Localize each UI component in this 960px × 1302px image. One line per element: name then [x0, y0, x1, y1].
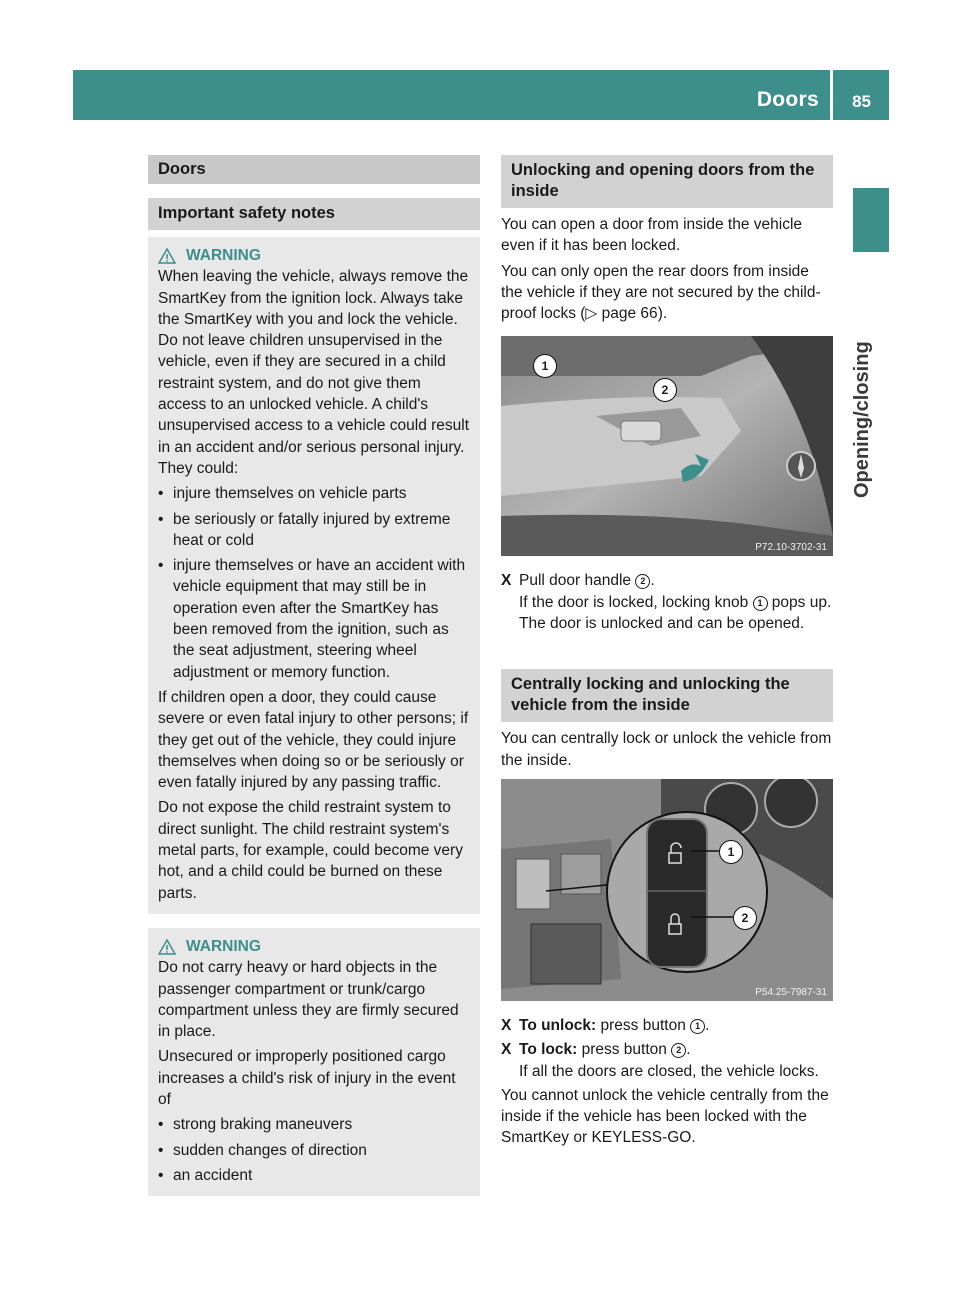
list-item: • injure themselves on vehicle parts	[158, 483, 472, 504]
warning-paragraph: If children open a door, they could cause severe or even fatal injury to other persons; if they get out of the vehicle, they could injure themselves when doing so or be seriously or even fatally injured by any passing traffic.	[158, 688, 469, 792]
paragraph: You can only open the rear doors from inside the vehicle if they are not secured by the child-proof locks (▷ page 66).	[501, 262, 821, 323]
side-tab	[853, 188, 889, 252]
callout-number: 2	[635, 574, 650, 589]
warning-intro: When leaving the vehicle, always remove the SmartKey from the ignition lock. Always take the SmartKey with you and lock the vehicle. Do not leave children unsupervised in the vehicle, even if they are secured in a child restraint system, and do not give them access to an unlocked vehicle. A child's unsupervised access to a vehicle could result in an accident and/or serious personal injury. They could:	[158, 268, 470, 477]
callout-1-label: 1	[719, 840, 743, 864]
side-label-text: Opening/closing	[851, 341, 873, 498]
bullet-icon: •	[158, 1166, 164, 1184]
door-handle-photo	[501, 336, 833, 556]
paragraph: You cannot unlock the vehicle centrally from the inside if the vehicle has been locked with the SmartKey or KEYLESS-GO.	[501, 1086, 829, 1147]
bullet-icon: •	[158, 1116, 164, 1134]
locking-buttons-photo	[501, 779, 833, 1001]
warning-triangle-icon	[158, 939, 176, 955]
warning-header	[158, 936, 472, 957]
warning-header	[158, 245, 472, 266]
bullet-icon: •	[158, 510, 164, 528]
page-header	[73, 70, 889, 120]
page-number: 85	[852, 92, 871, 111]
instruction-step: X Pull door handle 2 . If the door is locked, locking knob 1 pops up. The door is unlocked and can be opened.	[501, 572, 832, 633]
heading-central-locking: Centrally locking and unlocking the vehicle from the inside	[501, 669, 833, 722]
paragraph: You can centrally lock or unlock the vehicle from the inside.	[501, 730, 832, 769]
warning-title: WARNING	[186, 937, 261, 955]
callout-2-label: 2	[733, 906, 757, 930]
warning-box-2	[148, 928, 480, 1196]
step-marker-icon: X	[501, 1016, 512, 1034]
lock-note: If all the doors are closed, the vehicle locks.	[519, 1062, 819, 1080]
left-column	[148, 155, 480, 1196]
header-divider	[830, 70, 833, 120]
list-item: • sudden changes of direction	[158, 1140, 472, 1161]
warning-paragraph: Do not expose the child restraint system to direct sunlight. The child restraint system's metal parts, for example, could become very hot, and a child could be burned on these parts.	[158, 799, 463, 902]
list-item: • an accident	[158, 1165, 472, 1186]
bullet-icon: •	[158, 557, 164, 575]
callout-number: 1	[753, 596, 768, 611]
step-marker-icon: X	[501, 572, 512, 590]
warning-paragraph: Unsecured or improperly positioned cargo increases a child's risk of injury in the event of	[158, 1048, 456, 1108]
image-code: P72.10-3702-31	[755, 542, 827, 554]
list-item: • be seriously or fatally injured by extreme heat or cold	[158, 510, 451, 549]
heading-safety-notes: Important safety notes	[148, 198, 480, 230]
lock-buttons-illustration	[501, 779, 833, 1001]
paragraph: You can open a door from inside the vehicle even if it has been locked.	[501, 216, 803, 255]
instruction-step-lock: X To lock: press button 2 . If all the doors are closed, the vehicle locks.	[501, 1039, 833, 1082]
callout-1-label: 1	[533, 354, 557, 378]
section-title: Doors	[756, 88, 819, 111]
bullet-icon: •	[158, 1141, 164, 1159]
callout-number: 1	[690, 1019, 705, 1034]
callout-number: 2	[671, 1043, 686, 1058]
page-reference-link[interactable]: ▷ page 66	[585, 305, 658, 323]
warning-box-1	[148, 237, 480, 914]
image-code: P54.25-7987-31	[755, 986, 827, 998]
callout-2-label: 2	[653, 378, 677, 402]
list-item: • injure themselves or have an accident with vehicle equipment that may still be in operation even after the SmartKey has been removed from the ignition, such as the seat adjustment, steering wheel adjustment or memory function.	[158, 557, 466, 681]
heading-doors: Doors	[148, 155, 480, 184]
instruction-step-unlock: X To unlock: press button 1 .	[501, 1015, 833, 1036]
right-column	[501, 155, 833, 1153]
bullet-icon: •	[158, 485, 164, 503]
warning-intro: Do not carry heavy or hard objects in the passenger compartment or trunk/cargo compartment unless they are firmly secured in place.	[158, 959, 459, 1041]
step-marker-icon: X	[501, 1041, 512, 1059]
heading-unlocking-opening: Unlocking and opening doors from the inside	[501, 155, 833, 208]
list-item: • strong braking maneuvers	[158, 1114, 472, 1135]
warning-triangle-icon	[158, 248, 176, 264]
warning-title: WARNING	[186, 247, 261, 264]
